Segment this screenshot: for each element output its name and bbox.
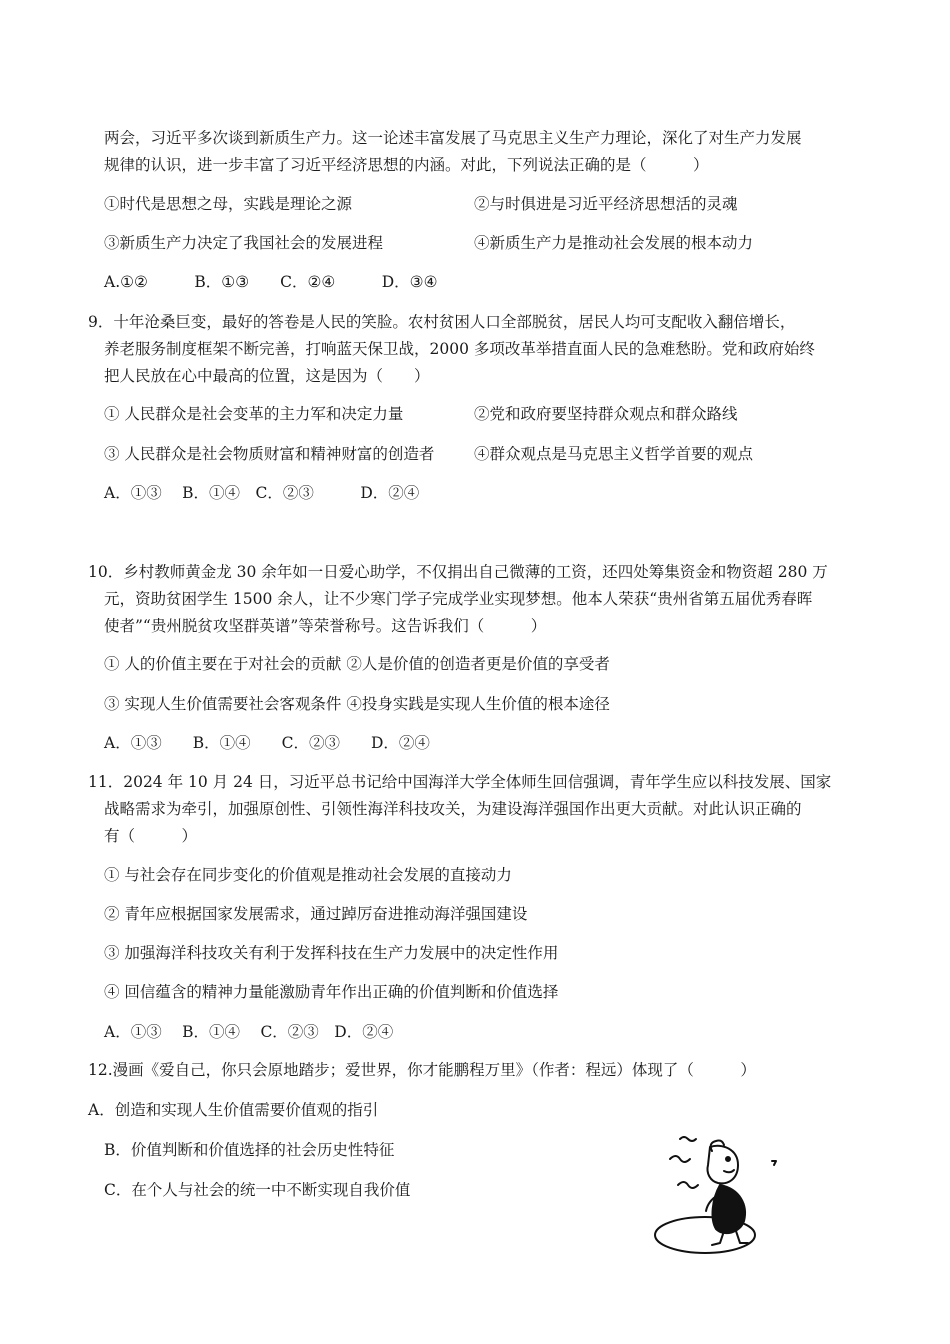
- q9-item-1: ① 人民群众是社会变革的主力军和决定力量: [104, 405, 404, 423]
- q8-item-4: ④新质生产力是推动社会发展的根本动力: [474, 234, 754, 252]
- squiggle-3: [680, 1137, 696, 1141]
- q11-item-1: ① 与社会存在同步变化的价值观是推动社会发展的直接动力: [104, 866, 512, 884]
- q12-option-c: C．在个人与社会的统一中不断实现自我价值: [104, 1181, 411, 1199]
- q12-option-a: A．创造和实现人生价值需要价值观的指引: [88, 1101, 379, 1119]
- q9-stem-line-3: 把人民放在心中最高的位置，这是因为（ ）: [104, 367, 430, 385]
- q11-item-2: ② 青年应根据国家发展需求，通过踔厉奋进推动海洋强国建设: [104, 905, 528, 923]
- q9-choices: A．①③ B．①④ C．②③ D．②④: [104, 484, 420, 502]
- q8-item-1: ①时代是思想之母，实践是理论之源: [104, 195, 353, 213]
- q11-stem-line-2: 战略需求为牵引，加强原创性、引领性海洋科技攻关，为建设海洋强国作出更大贡献。对此认识正确的: [104, 800, 802, 818]
- q12-option-b: B．价值判断和价值选择的社会历史性特征: [104, 1141, 395, 1159]
- q11-item-4: ④ 回信蕴含的精神力量能激励青年作出正确的价值判断和价值选择: [104, 983, 559, 1001]
- q9-item-4: ④群众观点是马克思主义哲学首要的观点: [474, 445, 754, 463]
- q8-stem-line-1: 两会，习近平多次谈到新质生产力。这一论述丰富发展了马克思主义生产力理论，深化了对生产力发展: [104, 129, 802, 147]
- q8-item-3: ③新质生产力决定了我国社会的发展进程: [104, 234, 384, 252]
- q11-stem-line-3: 有（ ）: [104, 827, 198, 845]
- q10-choices: A．①③ B．①④ C．②③ D．②④: [104, 734, 430, 752]
- q9-stem-line-1: 9．十年沧桑巨变，最好的答卷是人民的笑脸。农村贫困人口全部脱贫，居民人均可支配收入翻倍增长，: [88, 313, 796, 331]
- q9-item-2: ②党和政府要坚持群众观点和群众路线: [474, 405, 738, 423]
- q10-stem-line-3: 使者”“贵州脱贫攻坚群英谱”等荣誉称号。这告诉我们（ ）: [104, 617, 547, 635]
- q9-stem-line-2: 养老服务制度框架不断完善，打响蓝天保卫战，2000 多项改革举措直面人民的急难愁盼。党和政府始终: [104, 340, 815, 358]
- q9-item-3: ③ 人民群众是社会物质财富和精神财富的创造者: [104, 445, 435, 463]
- q8-stem-line-2: 规律的认识，进一步丰富了习近平经济思想的内涵。对此，下列说法正确的是（ ）: [104, 156, 709, 174]
- q10-stem-line-1: 10．乡村教师黄金龙 30 余年如一日爱心助学，不仅捐出自己微薄的工资，还四处筹集资金和物资超 280 万: [88, 563, 828, 581]
- q11-item-3: ③ 加强海洋科技攻关有利于发挥科技在生产力发展中的决定性作用: [104, 944, 559, 962]
- q10-item-1: ① 人的价值主要在于对社会的贡献 ②人是价值的创造者更是价值的享受者: [104, 655, 610, 673]
- squiggle-2: [678, 1182, 698, 1188]
- cartoon-illustration: [640, 1125, 790, 1265]
- q12-stem: 12.漫画《爱自己，你只会原地踏步；爱世界，你才能鹏程万里》（作者：程远）体现了（ ）: [88, 1061, 756, 1079]
- squiggle-1: [670, 1156, 690, 1162]
- q10-item-2: ③ 实现人生价值需要社会客观条件 ④投身实践是实现人生价值的根本途径: [104, 695, 610, 713]
- q8-choices: A.①② B．①③ C．②④ D．③④: [104, 273, 438, 291]
- q8-item-2: ②与时俱进是习近平经济思想活的灵魂: [474, 195, 738, 213]
- q11-stem-line-1: 11．2024 年 10 月 24 日，习近平总书记给中国海洋大学全体师生回信强调，青年学生应以科技发展、国家: [88, 773, 832, 791]
- q10-stem-line-2: 元，资助贫困学生 1500 余人，让不少寒门学子完成学业实现梦想。他本人荣获“贵州省第五届优秀春晖: [104, 590, 813, 608]
- q11-choices: A．①③ B．①④ C．②③ D．②④: [104, 1023, 394, 1041]
